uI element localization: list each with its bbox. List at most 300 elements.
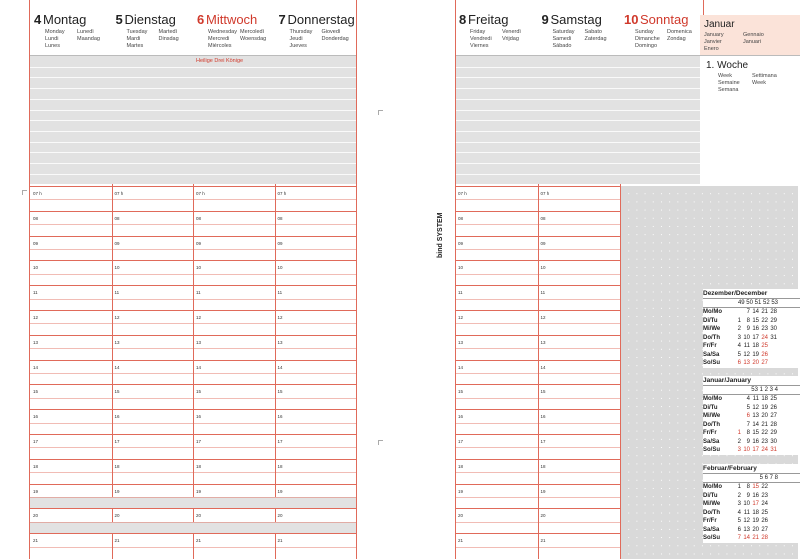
week-translations-alt: Settimana Week bbox=[752, 73, 777, 86]
half-hour-line bbox=[112, 423, 194, 424]
hour-slot[interactable] bbox=[538, 285, 621, 311]
hour-slot[interactable] bbox=[112, 434, 194, 460]
calendar-day[interactable]: 23 bbox=[761, 438, 768, 445]
hour-slot[interactable] bbox=[275, 310, 357, 336]
hour-slot[interactable] bbox=[455, 236, 538, 262]
day-column-samstag[interactable] bbox=[538, 0, 622, 559]
half-hour-line bbox=[193, 522, 275, 523]
hour-slot[interactable] bbox=[455, 508, 538, 534]
hour-slot[interactable] bbox=[275, 236, 357, 262]
note-line bbox=[620, 67, 703, 68]
hour-slot[interactable] bbox=[112, 335, 194, 361]
hour-slot[interactable] bbox=[112, 186, 194, 212]
note-line bbox=[275, 99, 357, 100]
notes-area[interactable] bbox=[112, 56, 194, 184]
hour-slot[interactable] bbox=[193, 434, 275, 460]
calendar-day[interactable]: 24 bbox=[761, 501, 768, 507]
hour-slot[interactable] bbox=[538, 186, 621, 212]
hour-label: 21 bbox=[277, 538, 283, 544]
hour-slot[interactable] bbox=[30, 211, 112, 237]
note-line bbox=[30, 120, 112, 121]
note-line bbox=[620, 142, 703, 143]
hour-slot[interactable] bbox=[193, 384, 275, 410]
calendar-day[interactable]: 13 bbox=[743, 526, 750, 533]
hour-slot[interactable] bbox=[30, 186, 112, 212]
day-header bbox=[455, 0, 538, 56]
note-line bbox=[275, 163, 357, 164]
calendar-day[interactable]: 29 bbox=[770, 317, 777, 324]
calendar-day[interactable]: 31 bbox=[770, 447, 777, 453]
calendar-day[interactable]: 10 bbox=[743, 447, 750, 453]
hour-slot[interactable] bbox=[193, 236, 275, 262]
right-page bbox=[455, 0, 800, 559]
mini-calendar-row bbox=[703, 421, 800, 430]
hour-slot[interactable] bbox=[538, 360, 621, 386]
calendar-day[interactable]: 11 bbox=[752, 396, 759, 402]
day-column-montag[interactable] bbox=[30, 0, 113, 559]
hour-slot[interactable] bbox=[193, 533, 275, 559]
hour-slot[interactable] bbox=[112, 285, 194, 311]
mini-calendar-row bbox=[703, 334, 800, 343]
calendar-day[interactable]: 19 bbox=[752, 518, 759, 524]
hour-slot[interactable] bbox=[30, 533, 112, 559]
hour-slot[interactable] bbox=[538, 459, 621, 485]
hour-slot[interactable] bbox=[455, 459, 538, 485]
hour-slot[interactable] bbox=[193, 211, 275, 237]
calendar-day[interactable]: 13 bbox=[743, 360, 750, 366]
calendar-day[interactable]: 3 bbox=[737, 334, 741, 341]
calendar-day[interactable]: 26 bbox=[761, 518, 768, 524]
half-hour-line bbox=[275, 398, 357, 399]
day-column-donnerstag[interactable] bbox=[275, 0, 358, 559]
calendar-day[interactable]: 15 bbox=[752, 317, 759, 324]
calendar-day[interactable]: 1 bbox=[737, 317, 741, 324]
note-line bbox=[112, 142, 194, 143]
hour-label: 14 bbox=[540, 364, 546, 370]
calendar-day[interactable]: 2 bbox=[737, 492, 741, 499]
calendar-day[interactable]: 11 bbox=[743, 509, 750, 516]
note-line bbox=[455, 120, 538, 121]
hour-slot[interactable] bbox=[112, 360, 194, 386]
notes-area[interactable] bbox=[538, 56, 621, 184]
calendar-day[interactable]: 25 bbox=[761, 343, 768, 349]
day-header bbox=[30, 0, 112, 56]
notes-area[interactable] bbox=[455, 56, 538, 184]
hour-slot[interactable] bbox=[30, 484, 112, 510]
hour-label: 09 bbox=[277, 240, 283, 246]
hour-label: 14 bbox=[458, 364, 464, 370]
half-hour-line bbox=[30, 398, 112, 399]
hour-label: 18 bbox=[114, 463, 120, 469]
hour-label: 11 bbox=[458, 290, 463, 296]
hour-slot[interactable] bbox=[275, 335, 357, 361]
hour-slot[interactable] bbox=[112, 310, 194, 336]
hour-slot[interactable] bbox=[455, 384, 538, 410]
calendar-day[interactable]: 8 bbox=[746, 317, 750, 324]
hour-slot[interactable] bbox=[30, 335, 112, 361]
half-hour-line bbox=[275, 274, 357, 275]
calendar-day[interactable]: 6 bbox=[746, 413, 750, 419]
hour-label: 14 bbox=[33, 364, 39, 370]
hour-slot[interactable] bbox=[112, 508, 194, 534]
hour-slot[interactable] bbox=[275, 186, 357, 212]
calendar-day[interactable]: 8 bbox=[746, 430, 750, 436]
calendar-day[interactable]: 14 bbox=[752, 309, 759, 315]
calendar-day[interactable]: 21 bbox=[752, 535, 759, 541]
calendar-day[interactable]: 18 bbox=[752, 509, 759, 516]
note-line bbox=[620, 88, 703, 89]
calendar-day[interactable]: 26 bbox=[770, 404, 777, 411]
calendar-day[interactable]: 30 bbox=[770, 326, 777, 332]
hour-label: 17 bbox=[540, 439, 546, 444]
note-line bbox=[275, 110, 357, 111]
weekday-label: Mi/We bbox=[703, 501, 721, 507]
calendar-day[interactable]: 24 bbox=[761, 334, 768, 341]
calendar-day[interactable]: 31 bbox=[770, 334, 777, 341]
calendar-day[interactable]: 27 bbox=[770, 413, 777, 419]
note-line bbox=[538, 174, 621, 175]
calendar-day[interactable]: 16 bbox=[752, 492, 759, 499]
day-translations-alt: Martedì Dinsdag bbox=[158, 29, 179, 42]
hour-label: 21 bbox=[540, 538, 546, 544]
half-hour-line bbox=[112, 299, 194, 300]
hour-label: 08 bbox=[196, 215, 202, 221]
calendar-day[interactable]: 12 bbox=[743, 351, 750, 358]
hour-slot[interactable] bbox=[112, 533, 194, 559]
calendar-day[interactable]: 15 bbox=[752, 430, 759, 436]
calendar-day[interactable]: 3 bbox=[737, 501, 741, 507]
calendar-day[interactable]: 10 bbox=[743, 334, 750, 341]
hour-slot[interactable] bbox=[275, 434, 357, 460]
hour-slot[interactable] bbox=[538, 434, 621, 460]
calendar-day[interactable]: 25 bbox=[761, 509, 768, 516]
hour-slot[interactable] bbox=[455, 409, 538, 435]
day-number: 10 bbox=[624, 12, 639, 27]
half-hour-line bbox=[538, 199, 621, 200]
hour-label: 07 h bbox=[458, 191, 467, 196]
hour-slot[interactable] bbox=[275, 260, 357, 286]
note-line bbox=[112, 152, 194, 153]
hour-slot[interactable] bbox=[275, 459, 357, 485]
day-header bbox=[193, 0, 275, 56]
calendar-day[interactable]: 22 bbox=[761, 430, 768, 436]
note-line bbox=[112, 88, 194, 89]
calendar-day[interactable]: 28 bbox=[770, 421, 777, 428]
weekday-label: Mi/We bbox=[703, 326, 721, 332]
calendar-day[interactable]: 16 bbox=[752, 326, 759, 332]
calendar-day[interactable]: 9 bbox=[746, 326, 750, 332]
calendar-day[interactable]: 14 bbox=[743, 535, 750, 541]
calendar-day[interactable]: 2 bbox=[737, 326, 741, 332]
day-translations: Sunday Dimanche Domingo bbox=[635, 29, 660, 49]
hour-slot[interactable] bbox=[30, 384, 112, 410]
half-hour-line bbox=[538, 423, 621, 424]
calendar-day[interactable]: 9 bbox=[746, 492, 750, 499]
hour-slot[interactable] bbox=[112, 236, 194, 262]
notes-area[interactable] bbox=[30, 56, 112, 184]
hour-slot[interactable] bbox=[193, 484, 275, 510]
hour-slot[interactable] bbox=[538, 236, 621, 262]
hour-label: 17 bbox=[196, 439, 202, 444]
calendar-day[interactable]: 22 bbox=[761, 317, 768, 324]
hour-label: 21 bbox=[33, 538, 39, 544]
hour-slot[interactable] bbox=[275, 211, 357, 237]
notes-area[interactable] bbox=[620, 56, 703, 184]
hour-slot[interactable] bbox=[193, 260, 275, 286]
hour-slot[interactable] bbox=[455, 360, 538, 386]
hour-slot[interactable] bbox=[193, 186, 275, 212]
half-hour-line bbox=[193, 398, 275, 399]
calendar-day[interactable]: 1 bbox=[737, 484, 741, 490]
half-hour-line bbox=[30, 373, 112, 374]
hour-slot[interactable] bbox=[455, 310, 538, 336]
half-hour-line bbox=[455, 398, 538, 399]
calendar-day[interactable]: 29 bbox=[770, 430, 777, 436]
hour-label: 13 bbox=[33, 339, 39, 345]
calendar-day[interactable]: 15 bbox=[752, 484, 759, 490]
hour-slot[interactable] bbox=[112, 211, 194, 237]
day-column-mittwoch[interactable] bbox=[193, 0, 276, 559]
hour-slot[interactable] bbox=[193, 335, 275, 361]
half-hour-line bbox=[455, 274, 538, 275]
hour-slot[interactable] bbox=[193, 409, 275, 435]
calendar-day[interactable]: 21 bbox=[761, 309, 768, 315]
calendar-day[interactable]: 10 bbox=[743, 501, 750, 507]
calendar-day[interactable]: 25 bbox=[770, 396, 777, 402]
half-hour-line bbox=[112, 447, 194, 448]
hour-slot[interactable] bbox=[538, 484, 621, 510]
hour-slot[interactable] bbox=[275, 384, 357, 410]
calendar-day[interactable]: 1 bbox=[737, 430, 741, 436]
calendar-day[interactable]: 12 bbox=[752, 404, 759, 411]
day-header bbox=[620, 0, 703, 56]
calendar-day[interactable]: 20 bbox=[752, 360, 759, 366]
calendar-day[interactable]: 26 bbox=[761, 351, 768, 358]
month-name: Januar bbox=[704, 19, 735, 30]
calendar-day[interactable]: 18 bbox=[761, 396, 768, 402]
hour-slot[interactable] bbox=[538, 260, 621, 286]
mini-calendar-row bbox=[703, 412, 800, 421]
hour-slot[interactable] bbox=[112, 459, 194, 485]
calendar-day[interactable]: 17 bbox=[752, 501, 759, 507]
hour-label: 07 h bbox=[540, 191, 550, 196]
hour-slot[interactable] bbox=[455, 533, 538, 559]
hour-slot[interactable] bbox=[112, 260, 194, 286]
calendar-day[interactable]: 22 bbox=[761, 484, 768, 490]
hour-slot[interactable] bbox=[455, 211, 538, 237]
calendar-day[interactable]: 3 bbox=[737, 447, 741, 453]
hour-slot[interactable] bbox=[538, 211, 621, 237]
hour-slot[interactable] bbox=[30, 285, 112, 311]
mini-calendar-weeks: 53 1 2 3 4 bbox=[703, 386, 800, 395]
hour-slot[interactable] bbox=[455, 285, 538, 311]
hour-slot[interactable] bbox=[275, 360, 357, 386]
calendar-day[interactable]: 8 bbox=[746, 484, 750, 490]
calendar-day[interactable]: 20 bbox=[752, 526, 759, 533]
hour-slot[interactable] bbox=[30, 236, 112, 262]
day-number: 4 bbox=[34, 12, 42, 27]
note-line bbox=[275, 67, 357, 68]
calendar-day[interactable]: 4 bbox=[737, 343, 741, 349]
hour-slot[interactable] bbox=[275, 484, 357, 510]
hour-slot[interactable] bbox=[30, 409, 112, 435]
half-hour-line bbox=[275, 348, 357, 349]
calendar-day[interactable]: 5 bbox=[737, 518, 741, 524]
calendar-day[interactable]: 13 bbox=[752, 413, 759, 419]
calendar-day[interactable]: 20 bbox=[761, 413, 768, 419]
half-hour-line bbox=[193, 348, 275, 349]
calendar-day[interactable]: 24 bbox=[761, 447, 768, 453]
hour-label: 15 bbox=[33, 389, 39, 395]
hour-slot[interactable] bbox=[193, 360, 275, 386]
calendar-day[interactable]: 5 bbox=[746, 404, 750, 411]
hour-label: 10 bbox=[458, 265, 464, 271]
half-hour-line bbox=[275, 199, 357, 200]
hour-label: 13 bbox=[196, 339, 202, 345]
half-hour-line bbox=[30, 323, 112, 324]
mini-calendar-row bbox=[703, 517, 800, 526]
calendar-day[interactable]: 4 bbox=[737, 509, 741, 516]
hour-slot[interactable] bbox=[193, 285, 275, 311]
hour-slot[interactable] bbox=[30, 459, 112, 485]
day-translations: Wednesday Mercredi Miércoles bbox=[208, 29, 237, 49]
calendar-day[interactable]: 28 bbox=[761, 535, 768, 541]
calendar-day[interactable]: 9 bbox=[746, 438, 750, 445]
note-line bbox=[455, 77, 538, 78]
note-line bbox=[538, 120, 621, 121]
calendar-day[interactable]: 28 bbox=[770, 309, 777, 315]
day-column-freitag[interactable] bbox=[455, 0, 539, 559]
day-name: Freitag bbox=[468, 12, 509, 27]
half-hour-line bbox=[193, 447, 275, 448]
calendar-day[interactable]: 17 bbox=[752, 334, 759, 341]
hour-slot[interactable] bbox=[112, 384, 194, 410]
mini-calendar-title: Januar/January bbox=[703, 376, 800, 386]
hour-slot[interactable] bbox=[455, 434, 538, 460]
half-hour-line bbox=[30, 199, 112, 200]
hour-slot[interactable] bbox=[455, 186, 538, 212]
hour-slot[interactable] bbox=[30, 508, 112, 534]
note-line bbox=[30, 163, 112, 164]
hour-slot[interactable] bbox=[455, 335, 538, 361]
hour-slot[interactable] bbox=[193, 459, 275, 485]
day-number: 8 bbox=[459, 12, 467, 27]
hour-slot[interactable] bbox=[538, 310, 621, 336]
note-line bbox=[538, 67, 621, 68]
calendar-day[interactable]: 27 bbox=[761, 526, 768, 533]
hour-slot[interactable] bbox=[30, 260, 112, 286]
mini-calendar-row bbox=[703, 359, 800, 368]
hour-slot[interactable] bbox=[112, 484, 194, 510]
hour-slot[interactable] bbox=[30, 310, 112, 336]
mini-calendar-row bbox=[703, 492, 800, 501]
hour-slot[interactable] bbox=[30, 360, 112, 386]
note-line bbox=[538, 110, 621, 111]
calendar-day[interactable]: 23 bbox=[761, 326, 768, 332]
hour-slot[interactable] bbox=[112, 409, 194, 435]
calendar-day[interactable]: 4 bbox=[746, 396, 750, 402]
calendar-day[interactable]: 2 bbox=[737, 438, 741, 445]
hour-slot[interactable] bbox=[193, 508, 275, 534]
week-translations: Week Semaine Semana bbox=[718, 73, 740, 93]
hour-slot[interactable] bbox=[30, 434, 112, 460]
half-hour-line bbox=[455, 547, 538, 548]
hour-slot[interactable] bbox=[455, 484, 538, 510]
calendar-day[interactable]: 18 bbox=[752, 343, 759, 349]
calendar-day[interactable]: 27 bbox=[761, 360, 768, 366]
notes-area[interactable] bbox=[275, 56, 357, 184]
calendar-day[interactable]: 19 bbox=[752, 351, 759, 358]
hour-slot[interactable] bbox=[538, 409, 621, 435]
calendar-day[interactable]: 14 bbox=[752, 421, 759, 428]
hour-slot[interactable] bbox=[275, 508, 357, 534]
hour-slot[interactable] bbox=[538, 533, 621, 559]
calendar-day[interactable]: 16 bbox=[752, 438, 759, 445]
hour-slot[interactable] bbox=[538, 384, 621, 410]
hour-slot[interactable] bbox=[455, 260, 538, 286]
hour-slot[interactable] bbox=[275, 533, 357, 559]
half-hour-line bbox=[275, 224, 357, 225]
half-hour-line bbox=[112, 522, 194, 523]
weekday-label: Sa/Sa bbox=[703, 526, 720, 533]
hour-label: 11 bbox=[540, 290, 546, 296]
calendar-day[interactable]: 19 bbox=[761, 404, 768, 411]
note-line bbox=[455, 88, 538, 89]
note-line bbox=[620, 99, 703, 100]
hour-label: 15 bbox=[114, 389, 120, 395]
calendar-day[interactable]: 7 bbox=[746, 309, 750, 315]
note-line bbox=[112, 131, 194, 132]
notes-area[interactable] bbox=[193, 56, 275, 184]
note-line bbox=[620, 120, 703, 121]
note-line bbox=[455, 174, 538, 175]
crop-mark bbox=[378, 110, 383, 115]
half-hour-line bbox=[275, 522, 357, 523]
half-hour-line bbox=[112, 398, 194, 399]
half-hour-line bbox=[275, 299, 357, 300]
calendar-day[interactable]: 21 bbox=[761, 421, 768, 428]
hour-label: 15 bbox=[277, 389, 283, 395]
half-hour-line bbox=[275, 497, 357, 498]
calendar-day[interactable]: 17 bbox=[752, 447, 759, 453]
hour-slot[interactable] bbox=[275, 409, 357, 435]
hour-slot[interactable] bbox=[538, 508, 621, 534]
calendar-day[interactable]: 6 bbox=[737, 526, 741, 533]
month-translations: January Janvier Enero bbox=[704, 32, 724, 52]
hour-slot[interactable] bbox=[538, 335, 621, 361]
calendar-day[interactable]: 6 bbox=[737, 360, 741, 366]
day-column-dienstag[interactable] bbox=[112, 0, 195, 559]
calendar-day[interactable]: 23 bbox=[761, 492, 768, 499]
note-line bbox=[538, 163, 621, 164]
mini-calendar-weeks: 49 50 51 52 53 bbox=[703, 299, 800, 308]
half-hour-line bbox=[193, 224, 275, 225]
calendar-day[interactable]: 11 bbox=[743, 343, 750, 349]
calendar-day[interactable]: 7 bbox=[737, 535, 741, 541]
week-box bbox=[700, 56, 800, 186]
hour-label: 14 bbox=[196, 364, 202, 370]
note-line bbox=[275, 120, 357, 121]
calendar-day[interactable]: 7 bbox=[746, 421, 750, 428]
hour-label: 07 h bbox=[114, 191, 124, 196]
calendar-day[interactable]: 30 bbox=[770, 438, 777, 445]
note-line bbox=[112, 67, 194, 68]
hour-slot[interactable] bbox=[193, 310, 275, 336]
hour-slot[interactable] bbox=[275, 285, 357, 311]
half-hour-line bbox=[538, 497, 621, 498]
calendar-day[interactable]: 12 bbox=[743, 518, 750, 524]
calendar-day[interactable]: 5 bbox=[737, 351, 741, 358]
